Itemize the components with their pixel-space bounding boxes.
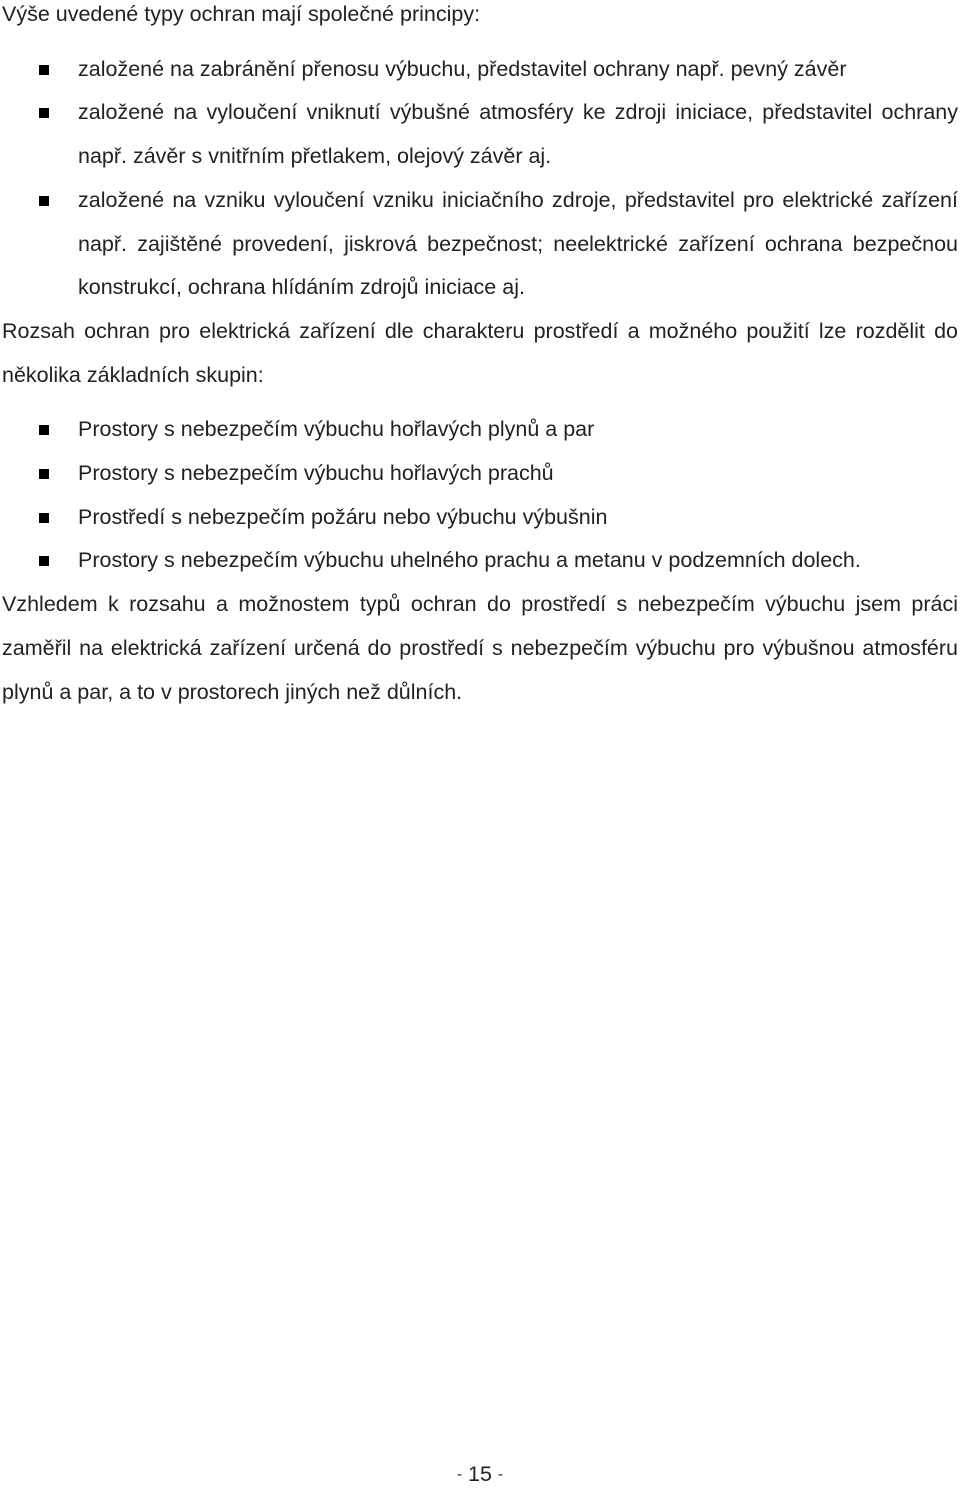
list-item-text: Prostory s nebezpečím výbuchu hořlavých prachů [78, 461, 554, 486]
list-item [2, 408, 958, 452]
list-item [2, 48, 958, 92]
conclusion-paragraph: Vzhledem k rozsahu a možnostem typů ochran do prostředí s nebezpečím výbuchu jsem práci zaměřil na elektrická zařízení určená do prostředí s nebezpečím výbuchu pro výbušnou atmosféru plynů a par, a to v prostorech jiných než důlních. [2, 592, 958, 704]
square-bullet-icon [39, 556, 49, 566]
footer-dash-right: - [497, 1466, 503, 1483]
list-item-text: založené na vzniku vyloučení vzniku iniciačního zdroje, představitel pro elektrické zařízení např. zajištěné provedení, jiskrová bezpečnost; neelektrické zařízení ochrana bezpečnou konstrukcí, ochrana hlídáním zdrojů iniciace aj. [78, 187, 958, 300]
page-number: 15 [468, 1462, 492, 1486]
square-bullet-icon [39, 425, 49, 435]
list-item-text: Prostory s nebezpečím výbuchu hořlavých plynů a par [78, 417, 595, 442]
list-item-text: založené na zabránění přenosu výbuchu, představitel ochrany např. pevný závěr [78, 56, 847, 81]
list-item [2, 539, 958, 583]
principles-list [2, 48, 958, 310]
square-bullet-icon [39, 108, 49, 118]
intro-text: Výše uvedené typy ochran mají společné principy: [2, 2, 481, 26]
list-item [2, 179, 958, 310]
list-item-text: Prostory s nebezpečím výbuchu uhelného prachu a metanu v podzemních dolech. [78, 548, 861, 573]
page-content [2, 0, 958, 714]
scope-paragraph: Rozsah ochran pro elektrická zařízení dle charakteru prostředí a možného použití lze rozdělit do několika základních skupin: [2, 318, 958, 387]
list-item [2, 91, 958, 178]
list-item [2, 496, 958, 540]
square-bullet-icon [39, 196, 49, 206]
square-bullet-icon [39, 65, 49, 75]
list-item [2, 452, 958, 496]
square-bullet-icon [39, 469, 49, 479]
square-bullet-icon [39, 513, 49, 523]
groups-list [2, 408, 958, 583]
list-item-text: založené na vyloučení vniknutí výbušné atmosféry ke zdroji iniciace, představitel ochrany např. závěr s vnitřním přetlakem, olejový závěr aj. [78, 100, 958, 169]
page-footer [0, 1456, 960, 1493]
footer-dash-left: - [457, 1466, 463, 1483]
list-item-text: Prostředí s nebezpečím požáru nebo výbuchu výbušnin [78, 504, 608, 529]
